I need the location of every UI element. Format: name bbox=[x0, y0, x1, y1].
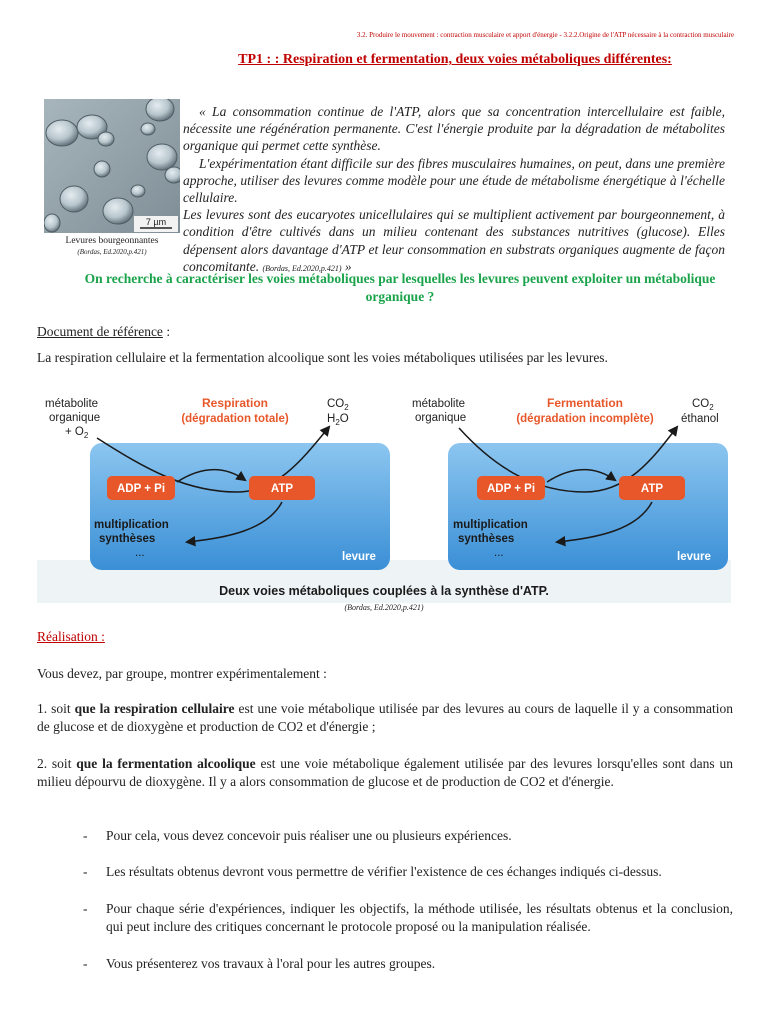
right-use-3: ... bbox=[494, 547, 504, 559]
photo-source: (Bordas, Ed.2020,p.421) bbox=[77, 248, 147, 256]
intro-paragraph-3 bbox=[183, 206, 725, 277]
right-input-2: organique bbox=[415, 412, 467, 424]
intro-close-quote: » bbox=[344, 258, 352, 274]
bullet-item bbox=[83, 827, 733, 845]
left-adp-label: ADP + Pi bbox=[116, 483, 166, 495]
left-input-1: métabolite bbox=[45, 398, 99, 410]
header-chapter-reference: 3.2. Produire le mouvement : contraction musculaire et apport d'énergie - 3.2.2.Origine de l'ATP nécessaire à la contraction musculaire bbox=[356, 31, 734, 39]
intro-paragraph-1: « La consommation continue de l'ATP, alors que sa concentration intercellulaire est faible, nécessite une régénération permanente. C'est l'énergie produite par la dégradation de métabolites organique qui permet cette synthèse. bbox=[183, 104, 725, 154]
item-2-bold: que la fermentation alcoolique bbox=[76, 756, 256, 771]
right-input-1: métabolite bbox=[412, 398, 466, 410]
right-output-1: $CO_2$ bbox=[692, 398, 714, 412]
pathways-diagram bbox=[37, 380, 731, 603]
reference-colon: : bbox=[162, 324, 171, 339]
left-use-2: synthèses bbox=[99, 533, 156, 545]
intro-paragraph-2: L'expérimentation étant difficile sur des fibres musculaires humaines, on peut, dans une première approche, utiliser des levures comme modèle pour une étude de métabolisme énergétique à l'échelle cellulaire. bbox=[183, 155, 725, 206]
research-question: On recherche à caractériser les voies métaboliques par lesquelles les levures peuvent exploiter un métabolique organique ? bbox=[84, 271, 716, 304]
photo-caption-text: Levures bourgeonnantes bbox=[65, 236, 159, 246]
yeast-photo bbox=[44, 99, 180, 233]
yeast-cells-image bbox=[44, 99, 180, 233]
bullet-text: Vous présenterez vos travaux à l'oral pour les autres groupes. bbox=[106, 956, 436, 971]
realisation-item-1 bbox=[37, 700, 733, 736]
item-1-text: est une voie métabolique utilisée par des levures au cours de laquelle il y a consommation de glucose et de dioxygène et production de CO2 et d'énergie ; bbox=[37, 701, 733, 734]
bullet-item bbox=[83, 863, 733, 881]
right-process-detail: (dégradation incomplète) bbox=[516, 413, 654, 425]
bullet-text: Pour chaque série d'expériences, indiquer les objectifs, la méthode utilisée, les résultats obtenus et la conclusion, qui peut inclure des critiques concernant le protocole proposé ou la manipulation réalisée. bbox=[106, 901, 733, 934]
bullet-dash: - bbox=[83, 901, 88, 916]
bullet-text: Pour cela, vous devez concevoir puis réaliser une ou plusieurs expériences. bbox=[106, 828, 512, 843]
left-use-3: ... bbox=[135, 547, 145, 559]
left-input-3: + $O_2$ bbox=[65, 426, 89, 440]
right-output-2: éthanol bbox=[681, 413, 719, 425]
item-2-number: 2. soit bbox=[37, 756, 77, 771]
bullet-dash: - bbox=[83, 956, 88, 971]
left-output-1: $CO_2$ bbox=[327, 398, 349, 412]
item-2-text: est une voie métabolique également utilisée par des levures lorsqu'elles sont dans un milieu dépourvu de dioxygène. Il y a alors consommation de glucose et de production de CO2 et d'énergie. bbox=[37, 756, 733, 789]
page-title: TP1 : : Respiration et fermentation, deux voies métaboliques différentes: bbox=[238, 52, 672, 67]
right-process-name: Fermentation bbox=[546, 396, 624, 410]
item-1-bold: que la respiration cellulaire bbox=[74, 701, 235, 716]
intro-citation: (Bordas, Ed.2020,p.421) bbox=[262, 263, 342, 273]
reference-text: La respiration cellulaire et la fermentation alcoolique sont les voies métaboliques utilisées par les levures. bbox=[37, 350, 608, 365]
realisation-instruction: Vous devez, par groupe, montrer expérimentalement : bbox=[37, 666, 327, 681]
intro-paragraph-3-text: Les levures sont des eucaryotes unicellulaires qui se multiplient activement par bourgeonnement, à condition d'être cultivés dans un milieu contenant des substances nutritives (glucose). Elles dépensent alors davantage d'ATP et leur consommation en substrats organiques augmente de façon concomitante. bbox=[183, 207, 725, 274]
scale-label: 7 µm bbox=[145, 217, 167, 227]
left-output-2: $H_2O$ bbox=[327, 413, 349, 427]
reference-label: Document de référence bbox=[37, 324, 163, 339]
right-cell-label: levure bbox=[677, 551, 711, 563]
right-use-1: multiplication bbox=[453, 519, 528, 531]
left-input-2: organique bbox=[49, 412, 101, 424]
bullet-dash: - bbox=[83, 828, 88, 843]
metabolic-pathways-figure bbox=[37, 380, 731, 603]
bullet-item bbox=[83, 955, 733, 973]
left-cell-label: levure bbox=[342, 551, 376, 563]
right-use-2: synthèses bbox=[458, 533, 515, 545]
reference-heading bbox=[37, 323, 170, 341]
intro-quote bbox=[183, 103, 725, 277]
left-atp-label: ATP bbox=[270, 483, 294, 495]
left-use-1: multiplication bbox=[94, 519, 169, 531]
realisation-item-2 bbox=[37, 755, 733, 791]
figure-caption: Deux voies métaboliques couplées à la synthèse d'ATP. bbox=[219, 584, 549, 598]
bullet-item bbox=[83, 900, 733, 936]
right-atp-label: ATP bbox=[640, 483, 664, 495]
photo-caption bbox=[40, 236, 184, 258]
left-process-name: Respiration bbox=[201, 396, 269, 410]
figure-source: (Bordas, Ed.2020,p.421) bbox=[344, 603, 424, 612]
bullet-text: Les résultats obtenus devront vous permettre de vérifier l'existence de ces échanges indiqués ci-dessus. bbox=[106, 864, 662, 879]
right-adp-label: ADP + Pi bbox=[486, 483, 536, 495]
bullet-dash: - bbox=[83, 864, 88, 879]
item-1-number: 1. soit bbox=[37, 701, 75, 716]
left-process-detail: (dégradation totale) bbox=[181, 413, 289, 425]
realisation-heading: Réalisation : bbox=[37, 629, 105, 644]
